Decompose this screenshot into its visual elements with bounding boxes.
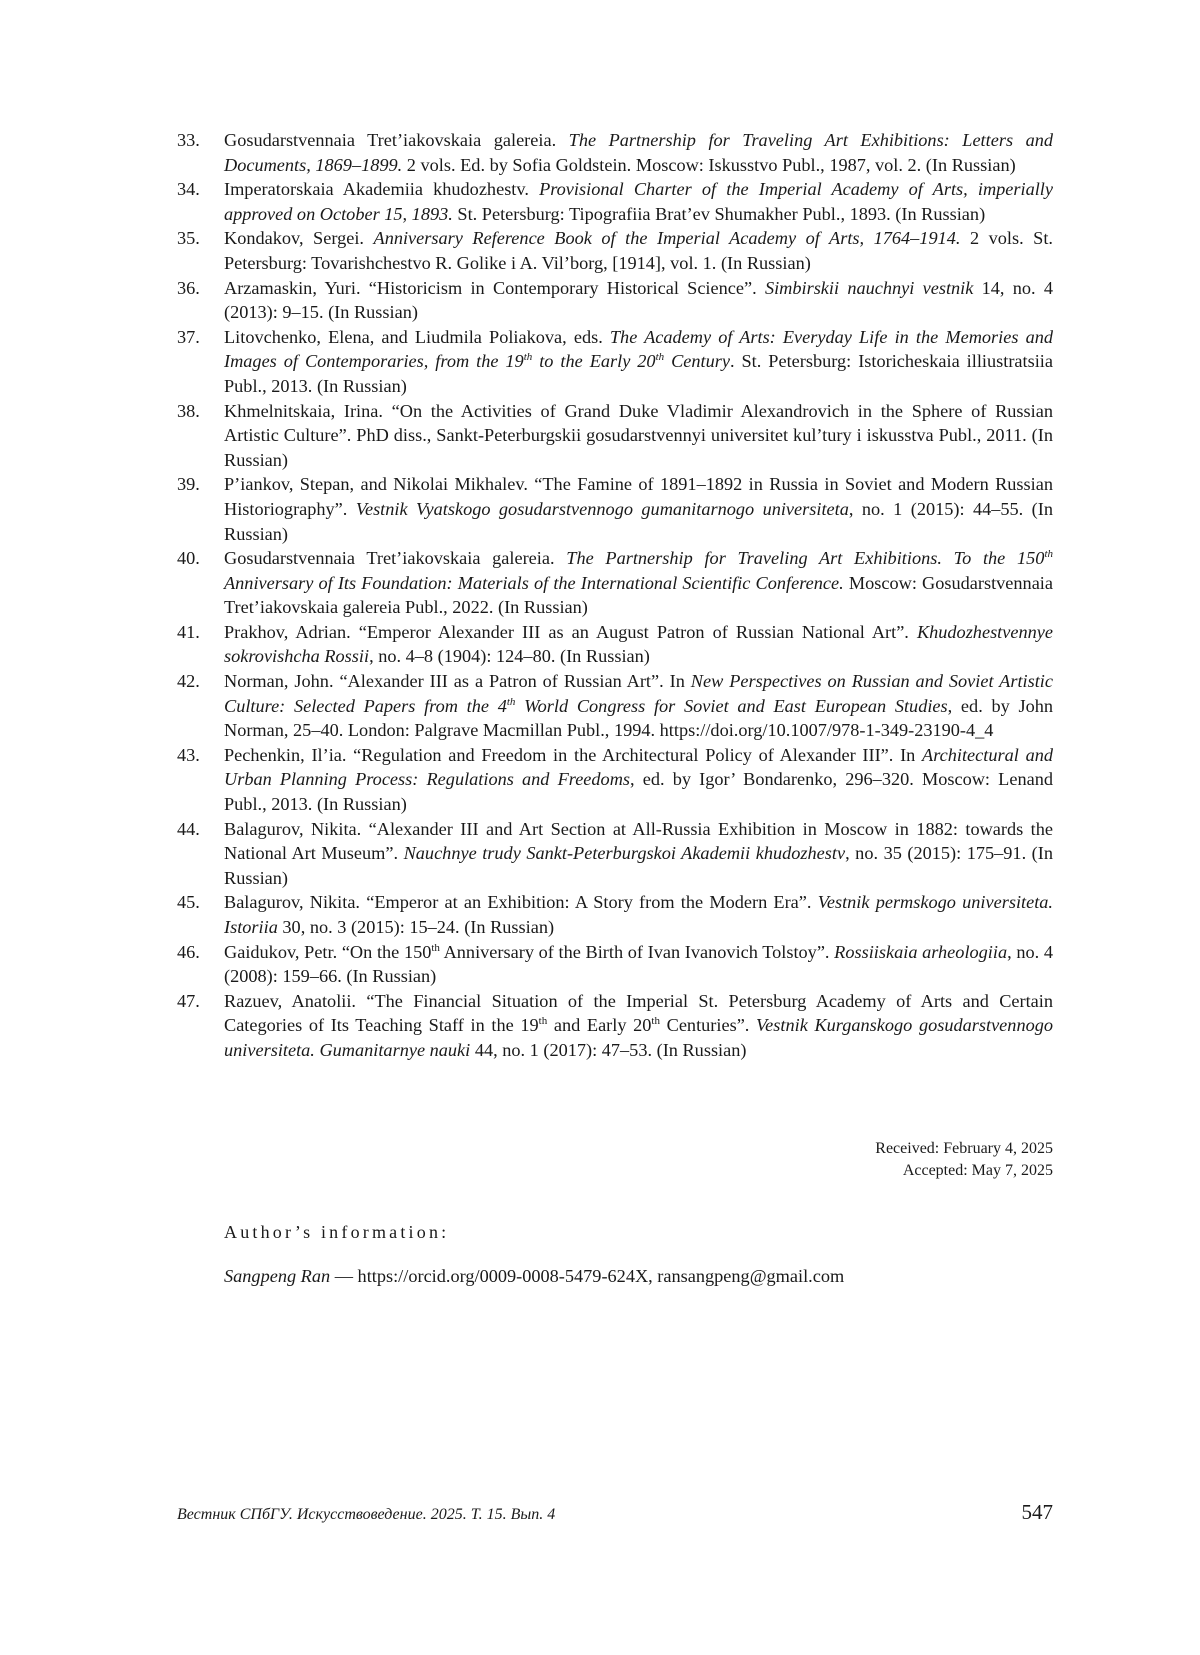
reference-item xyxy=(177,669,1053,743)
reference-title-italic: Nauchnye trudy Sankt-Peterburgskoi Akademii khudozhestv xyxy=(403,843,846,864)
reference-item xyxy=(177,325,1053,399)
reference-text xyxy=(224,669,1053,743)
ordinal-superscript: th xyxy=(523,351,533,364)
reference-number: 46. xyxy=(177,941,200,962)
reference-item xyxy=(177,177,1053,226)
reference-number: 43. xyxy=(177,744,200,765)
reference-text-run: 2 vols. Ed. by Sofia Goldstein. Moscow: Iskusstvo Publ., 1987, vol. 2. (In Russian) xyxy=(402,154,1016,175)
reference-item xyxy=(177,226,1053,275)
reference-item xyxy=(177,546,1053,620)
ordinal-superscript: th xyxy=(651,1015,660,1028)
reference-title-italic: Century xyxy=(664,351,730,372)
reference-item xyxy=(177,940,1053,989)
reference-title-italic: Khudozhestvennye sokrovishcha Rossii xyxy=(224,621,1053,667)
reference-text xyxy=(224,276,1053,325)
reference-number: 39. xyxy=(177,474,200,495)
received-date: Received: February 4, 2025 xyxy=(875,1140,1053,1157)
author-info-heading: Author’s information: xyxy=(224,1222,450,1242)
reference-text-run: Razuev, Anatolii. “The Financial Situation of the Imperial St. Petersburg Academy of Arts and Certain Categories of Its Teaching Staff in the 19 xyxy=(224,990,1053,1036)
reference-text xyxy=(224,128,1053,177)
reference-title-italic: Vestnik Vyatskogo gosudarstvennogo gumanitarnogo universiteta xyxy=(355,498,849,519)
reference-text-run: Khmelnitskaia, Irina. “On the Activities of Grand Duke Vladimir Alexandrovich in the Sphere of Russian Artistic Culture”. PhD diss., Sankt-Peterburgskii gosudarstvennyi universitet kul’tury i iskusstva Publ., 2011. (In Russian) xyxy=(224,400,1053,470)
reference-title-italic: Anniversary Reference Book of the Imperial Academy of Arts, 1764–1914. xyxy=(373,228,961,249)
reference-item xyxy=(177,620,1053,669)
reference-text-run: Pechenkin, Il’ia. “Regulation and Freedom in the Architectural Policy of Alexander III”. In xyxy=(224,744,923,765)
reference-text xyxy=(224,546,1053,620)
reference-text-run: Prakhov, Adrian. “Emperor Alexander III as an August Patron of Russian National Art”. xyxy=(224,621,917,642)
reference-text xyxy=(224,399,1053,473)
reference-text-run: Kondakov, Sergei. xyxy=(224,228,374,249)
reference-text-run: Gosudarstvennaia Tret’iakovskaia galereia. xyxy=(224,548,567,569)
reference-number: 36. xyxy=(177,277,200,298)
reference-title-italic: to the Early 20 xyxy=(532,351,656,372)
reference-title-italic: The Partnership for Traveling Art Exhibitions. To the 150 xyxy=(566,548,1045,569)
reference-number: 44. xyxy=(177,818,200,839)
reference-text-run: , no. 4 (2008): 159–66. (In Russian) xyxy=(224,941,1054,987)
reference-text-run: . St. Petersburg: Istoricheskaia illiustratsiia Publ., 2013. (In Russian) xyxy=(224,351,1053,396)
reference-text-run: Moscow: Gosudarstvennaia Tret’iakovskaia galereia Publ., 2022. (In Russian) xyxy=(224,572,1053,618)
ordinal-superscript: th xyxy=(538,1015,548,1028)
reference-title-italic: Simbirskii nauchnyi vestnik xyxy=(764,277,974,298)
reference-list xyxy=(177,128,1053,1063)
reference-title-italic: Provisional Charter of the Imperial Academy of Arts, imperially approved on October 15, 1893. xyxy=(224,179,1054,224)
reference-text xyxy=(224,817,1053,891)
reference-number: 33. xyxy=(177,130,200,150)
reference-text xyxy=(224,989,1053,1063)
ordinal-superscript: th xyxy=(655,351,665,364)
reference-text-run: 2 vols. St. Petersburg: Tovarishchestvo R. Golike i A. Vil’borg, [1914], vol. 1. (In Russian) xyxy=(224,228,1053,273)
reference-number: 40. xyxy=(177,548,200,569)
reference-text-run: 44, no. 1 (2017): 47–53. (In Russian) xyxy=(470,1039,747,1060)
reference-text-run: and Early 20 xyxy=(547,1015,652,1036)
ordinal-superscript: th xyxy=(431,941,440,954)
reference-text-run: Gosudarstvennaia Tret’iakovskaia galereia. xyxy=(224,130,569,150)
reference-text-run: Anniversary of the Birth of Ivan Ivanovich Tolstoy”. xyxy=(439,941,835,962)
reference-text xyxy=(224,890,1053,939)
reference-title-italic: Architectural and Urban Planning Process: Regulations and Freedoms xyxy=(224,744,1053,790)
reference-text xyxy=(224,940,1053,989)
reference-title-italic: World Congress for Soviet and East European Studies xyxy=(515,695,948,716)
author-info-line xyxy=(224,1266,844,1287)
reference-title-italic: Rossiiskaia arheologiia xyxy=(834,941,1008,962)
author-details: — https://orcid.org/0009-0008-5479-624X, ransangpeng@gmail.com xyxy=(330,1266,845,1286)
reference-text xyxy=(224,177,1053,226)
reference-title-italic: New Perspectives on Russian and Soviet Artistic Culture: Selected Papers from the 4 xyxy=(224,671,1053,716)
reference-text-run: Imperatorskaia Akademiia khudozhestv. xyxy=(224,179,540,200)
reference-text-run: Gaidukov, Petr. “On the 150 xyxy=(224,941,432,962)
reference-number: 38. xyxy=(177,400,200,421)
reference-title-italic: Anniversary of Its Foundation: Materials of the International Scientific Conference. xyxy=(224,572,844,593)
reference-text-run: Arzamaskin, Yuri. “Historicism in Contemporary Historical Science”. xyxy=(224,277,765,298)
reference-item xyxy=(177,817,1053,891)
reference-text-run: Balagurov, Nikita. “Emperor at an Exhibition: A Story from the Modern Era”. xyxy=(224,892,818,913)
ordinal-superscript: th xyxy=(506,695,516,708)
reference-text xyxy=(224,472,1053,546)
reference-text-run: Litovchenko, Elena, and Liudmila Poliakova, eds. xyxy=(224,326,610,347)
reference-text-run: , no. 35 (2015): 175–91. (In Russian) xyxy=(224,843,1053,888)
reference-number: 34. xyxy=(177,179,200,200)
reference-text xyxy=(224,325,1053,399)
reference-text xyxy=(224,226,1053,275)
reference-number: 35. xyxy=(177,228,200,249)
reference-item xyxy=(177,399,1053,473)
reference-text-run: Norman, John. “Alexander III as a Patron of Russian Art”. In xyxy=(224,671,691,692)
reference-number: 45. xyxy=(177,892,200,913)
reference-item xyxy=(177,128,1053,177)
reference-item xyxy=(177,890,1053,939)
reference-title-italic: Vestnik permskogo universiteta. Istoriia xyxy=(224,892,1054,937)
reference-text-run: 14, no. 4 (2013): 9–15. (In Russian) xyxy=(224,277,1053,323)
reference-title-italic: Vestnik Kurganskogo gosudarstvennogo universiteta. Gumanitarnye nauki xyxy=(224,1015,1054,1060)
reference-text-run: , ed. by Igor’ Bondarenko, 296–320. Moscow: Lenand Publ., 2013. (In Russian) xyxy=(224,769,1053,815)
ordinal-superscript: th xyxy=(1044,548,1053,560)
reference-number: 47. xyxy=(177,990,200,1011)
reference-text xyxy=(224,620,1053,669)
reference-item xyxy=(177,276,1053,325)
reference-text-run: Balagurov, Nikita. “Alexander III and Art Section at All-Russia Exhibition in Moscow in 1882: towards the National Art Museum”. xyxy=(224,818,1053,864)
reference-text-run: , no. 1 (2015): 44–55. (In Russian) xyxy=(224,498,1054,544)
reference-text-run: 30, no. 3 (2015): 15–24. (In Russian) xyxy=(277,917,555,937)
page-number: 547 xyxy=(1021,1500,1053,1524)
reference-item xyxy=(177,989,1053,1063)
submission-dates xyxy=(875,1138,1053,1182)
footer-journal-title: Вестник СПбГУ. Искусствоведение. 2025. Т. 15. Вып. 4 xyxy=(177,1506,556,1523)
reference-number: 42. xyxy=(177,671,200,692)
reference-text-run: Centuries”. xyxy=(659,1015,757,1036)
reference-item xyxy=(177,743,1053,817)
reference-text-run: , no. 4–8 (1904): 124–80. (In Russian) xyxy=(369,646,650,667)
reference-text-run: P’iankov, Stepan, and Nikolai Mikhalev. “The Famine of 1891–1892 in Russia in Soviet and Modern Russian Historiography”. xyxy=(224,474,1053,519)
reference-item xyxy=(177,472,1053,546)
accepted-date: Accepted: May 7, 2025 xyxy=(902,1162,1053,1179)
reference-title-italic: The Partnership for Traveling Art Exhibitions: Letters and Documents, 1869–1899. xyxy=(224,130,1053,175)
reference-text-run: , ed. by John Norman, 25–40. London: Palgrave Macmillan Publ., 1994. https://doi.org/10.1007/978-1-349-23190-4_4 xyxy=(224,695,1053,741)
reference-text-run: St. Petersburg: Tipografiia Brat’ev Shumakher Publ., 1893. (In Russian) xyxy=(452,203,986,224)
author-name: Sangpeng Ran xyxy=(224,1266,331,1286)
reference-text xyxy=(224,743,1053,817)
reference-title-italic: The Academy of Arts: Everyday Life in the Memories and Images of Contemporaries, from the 19 xyxy=(224,326,1053,372)
reference-number: 37. xyxy=(177,326,200,347)
reference-number: 41. xyxy=(177,621,200,642)
